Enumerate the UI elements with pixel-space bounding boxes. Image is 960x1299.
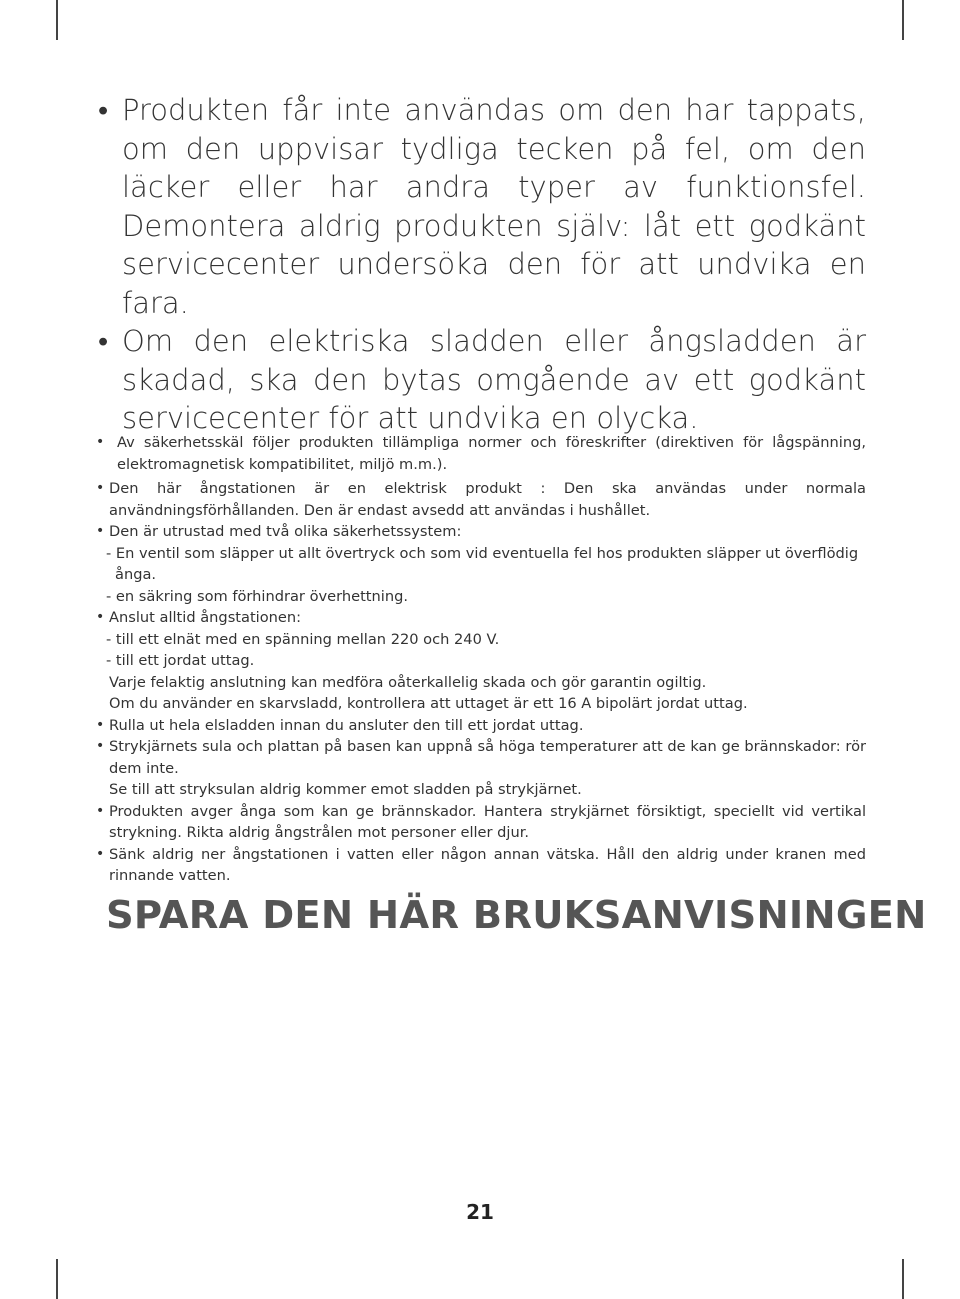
note-text: Om du använder en skarvsladd, kontrollera att uttaget är ett 16 A bipolärt jordat uttag. — [109, 695, 748, 712]
note-text: Varje felaktig anslutning kan medföra oåterkallelig skada och gör garantin ogiltig. — [109, 673, 707, 691]
crop-mark — [902, 0, 904, 40]
list-item — [96, 736, 866, 779]
list-item — [96, 801, 866, 844]
list-item — [96, 607, 866, 629]
list-item — [96, 715, 866, 737]
list-item-text: Strykjärnets sula och plattan på basen kan uppnå så höga temperaturer att de kan ge brännskador: rör dem inte. — [109, 738, 866, 777]
bullet-icon: • — [96, 716, 105, 733]
list-item — [98, 322, 866, 438]
list-item — [96, 478, 866, 521]
crop-mark — [56, 0, 58, 40]
list-item-text: Av säkerhetsskäl följer produkten tillämpliga normer och föreskrifter (direktiven för lågspänning, elektromagnetisk kompatibilitet, miljö m.m.). — [117, 434, 866, 473]
crop-mark — [56, 1259, 58, 1299]
bullet-icon: • — [96, 845, 105, 862]
list-item-text: Om den elektriska sladden eller ångsladden är skadad, ska den bytas omgående av ett godkänt servicecenter för att undvika en olycka. — [122, 324, 866, 435]
list-item-text: Den är utrustad med två olika säkerhetssystem: — [109, 523, 462, 540]
crop-mark — [902, 1259, 904, 1299]
bullet-icon: • — [96, 480, 105, 496]
sub-item: - en säkring som förhindrar överhettning. — [106, 587, 408, 605]
sub-item: - till ett jordat uttag. — [106, 652, 255, 669]
note-text: Se till att stryksulan aldrig kommer emot sladden på strykjärnet. — [109, 781, 582, 798]
page-number: 21 — [466, 1200, 494, 1224]
bullet-icon: • — [96, 802, 105, 819]
sub-item: - En ventil som släpper ut allt övertryck och som vid eventuella fel hos produkten släpper ut överflödig — [106, 544, 859, 562]
list-item-text: Rulla ut hela elsladden innan du ansluter den till ett jordat uttag. — [109, 716, 584, 734]
list-item — [96, 844, 866, 887]
headline: SPARA DEN HÄR BRUKSANVISNINGEN — [106, 893, 927, 938]
bullet-icon: • — [96, 434, 105, 450]
list-item — [96, 432, 866, 475]
bullet-icon: • — [96, 609, 105, 625]
list-item-text: Den här ångstationen är en elektrisk produkt : Den ska användas under normala användningsförhållanden. Den är endast avsedd att användas i hushållet. — [109, 480, 866, 519]
list-item — [98, 91, 866, 322]
large-bullet-list — [98, 91, 866, 438]
list-item-text: Sänk aldrig ner ångstationen i vatten eller någon annan vätska. Håll den aldrig under kranen med rinnande vatten. — [109, 845, 866, 884]
list-item-text: Produkten får inte användas om den har tappats, om den uppvisar tydliga tecken på fel, om den läcker eller har andra typer av funktionsfel. Demontera aldrig produkten själv: låt ett godkänt servicecenter undersöka den för att undvika en fara. — [122, 93, 866, 320]
small-bullet-list — [96, 432, 866, 887]
list-item — [96, 521, 866, 543]
bullet-icon: • — [98, 324, 109, 358]
sub-item: - till ett elnät med en spänning mellan 220 och 240 V. — [106, 630, 500, 648]
bullet-icon: • — [96, 523, 105, 539]
sub-item-continuation: ånga. — [115, 566, 157, 583]
list-item-text: Produkten avger ånga som kan ge brännskador. Hantera strykjärnet försiktigt, speciellt vid vertikal strykning. Rikta aldrig ångstrålen mot personer eller djur. — [109, 802, 866, 841]
bullet-icon: • — [98, 93, 109, 127]
bullet-icon: • — [96, 738, 105, 754]
list-item-text: Anslut alltid ångstationen: — [109, 609, 302, 626]
